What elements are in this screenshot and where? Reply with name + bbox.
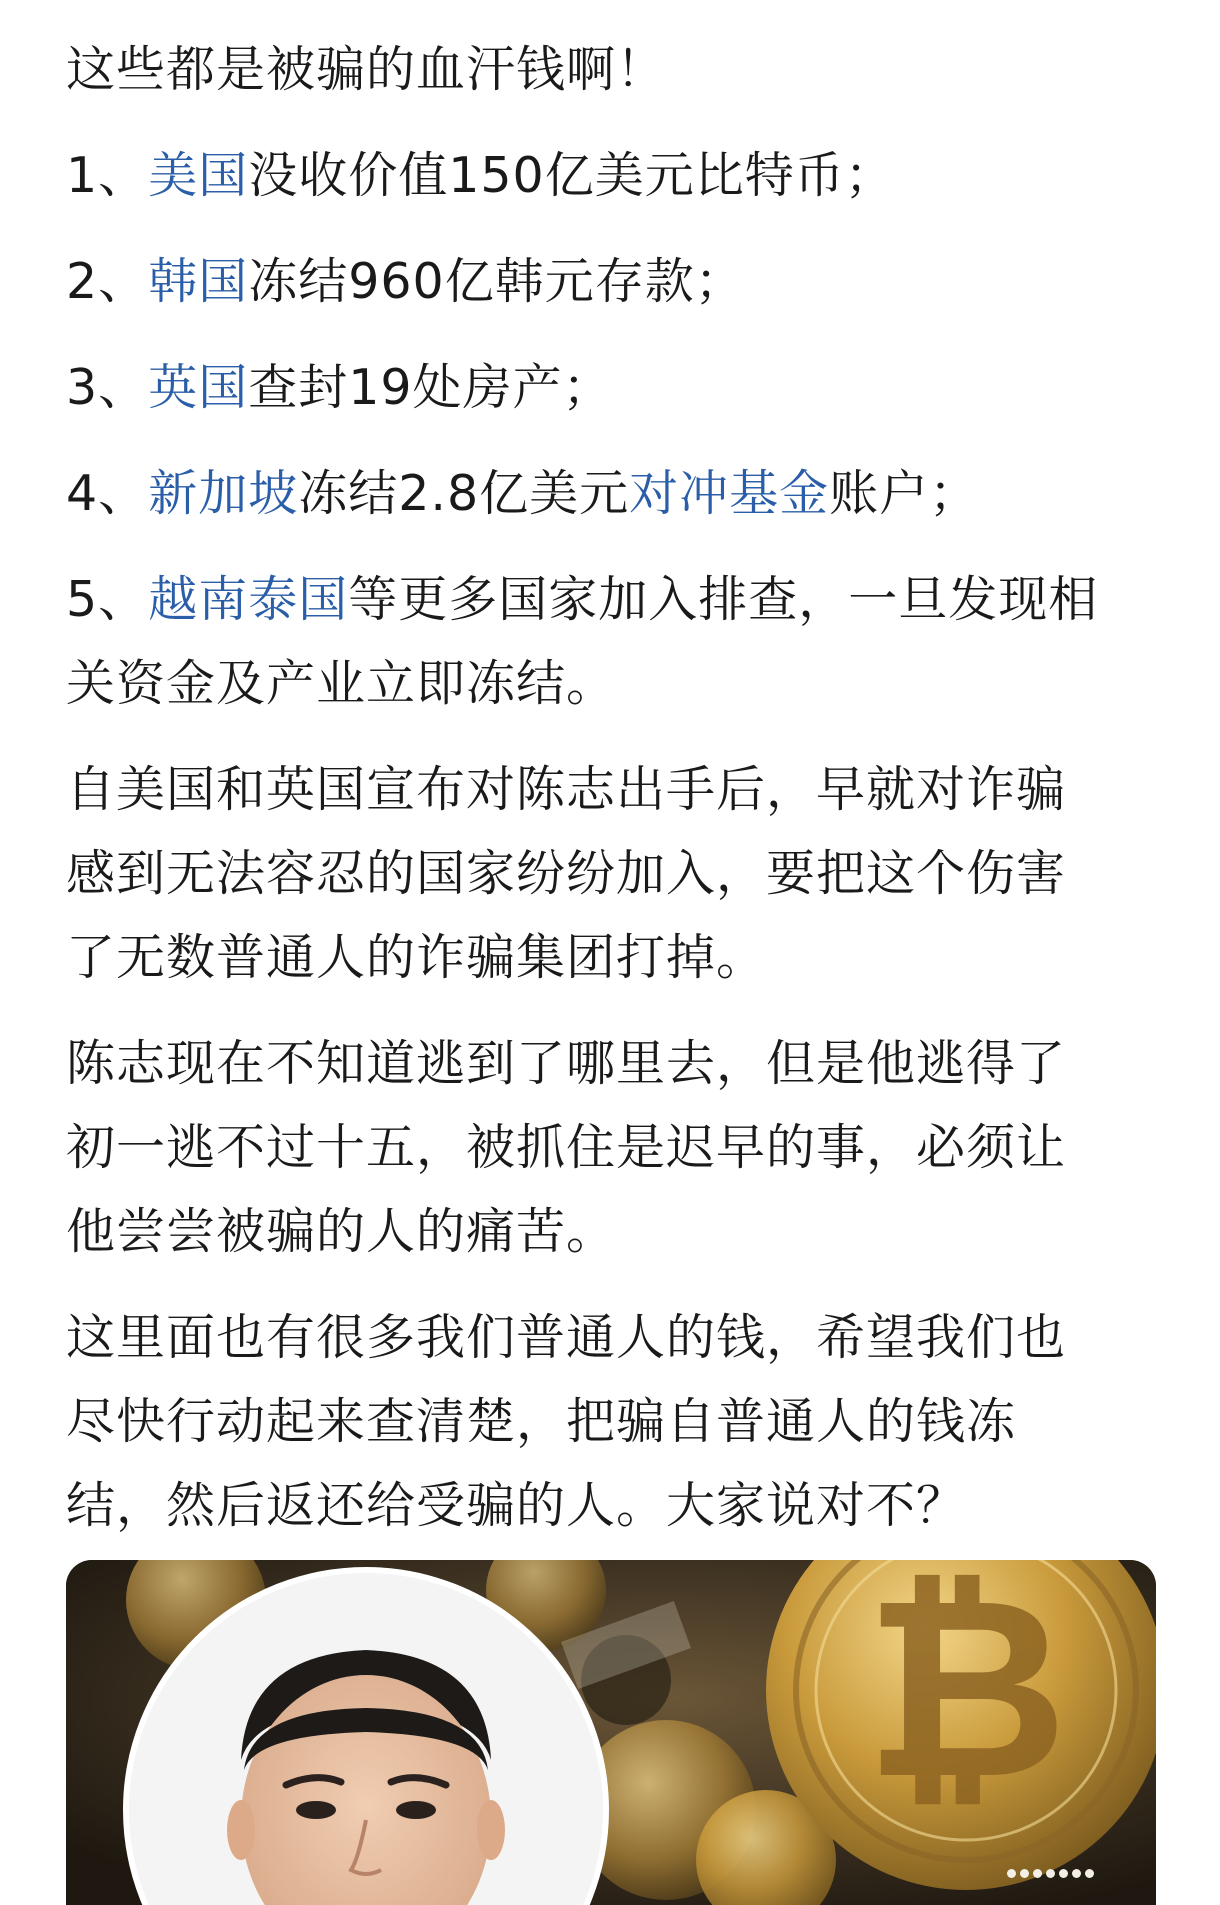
link-country-uk[interactable]: 英国	[148, 359, 249, 416]
article-image[interactable]	[66, 1560, 1156, 1905]
paragraph-line: 自美国和英国宣布对陈志出手后，早就对诈骗	[66, 761, 1067, 818]
more-options-icon[interactable]	[1005, 1855, 1096, 1885]
list-item-5	[66, 558, 1176, 726]
paragraph-line: 这里面也有很多我们普通人的钱，希望我们也	[66, 1309, 1067, 1366]
paragraph-line: 尽快行动起来查清楚，把骗自普通人的钱冻	[66, 1393, 1017, 1450]
list-item-4	[66, 452, 1176, 536]
item-text: 没收价值150亿美元比特币；	[248, 147, 895, 204]
item-text: 冻结2.8亿美元	[298, 465, 630, 522]
item-number: 2、	[66, 253, 149, 310]
intro-line: 这些都是被骗的血汗钱啊！	[66, 41, 667, 98]
link-country-usa[interactable]: 美国	[148, 147, 249, 204]
paragraph-line: 了无数普通人的诈骗集团打掉。	[66, 929, 767, 986]
paragraph-line: 他尝尝被骗的人的痛苦。	[66, 1203, 617, 1260]
item-text: 账户；	[829, 465, 980, 522]
item-number: 3、	[66, 359, 149, 416]
item-number: 1、	[66, 147, 149, 204]
paragraph-line: 陈志现在不知道逃到了哪里去，但是他逃得了	[66, 1035, 1067, 1092]
link-hedge-fund[interactable]: 对冲基金	[629, 465, 830, 522]
paragraph-1	[66, 748, 1176, 1000]
svg-text:₿: ₿	[864, 1560, 1068, 1828]
paragraph-3	[66, 1296, 1176, 1548]
item-text: 查封19处房产；	[248, 359, 613, 416]
item-text: 关资金及产业立即冻结。	[66, 655, 617, 712]
article-body	[66, 28, 1176, 1548]
list-item-2	[66, 240, 1176, 324]
link-country-korea[interactable]: 韩国	[148, 253, 249, 310]
list-item-1	[66, 134, 1176, 218]
item-text: 冻结960亿韩元存款；	[248, 253, 745, 310]
list-item-3	[66, 346, 1176, 430]
item-number: 4、	[66, 465, 149, 522]
link-country-vietnam-thailand[interactable]: 越南泰国	[148, 571, 349, 628]
paragraph-line: 感到无法容忍的国家纷纷加入，要把这个伤害	[66, 845, 1067, 902]
link-country-singapore[interactable]: 新加坡	[148, 465, 299, 522]
paragraph-2	[66, 1022, 1176, 1274]
article-image-illustration	[66, 1560, 1156, 1905]
item-number: 5、	[66, 571, 149, 628]
paragraph-line: 初一逃不过十五，被抓住是迟早的事，必须让	[66, 1119, 1067, 1176]
item-text: 等更多国家加入排查，一旦发现相	[348, 571, 1099, 628]
paragraph-line: 结，然后返还给受骗的人。大家说对不？	[66, 1477, 967, 1534]
